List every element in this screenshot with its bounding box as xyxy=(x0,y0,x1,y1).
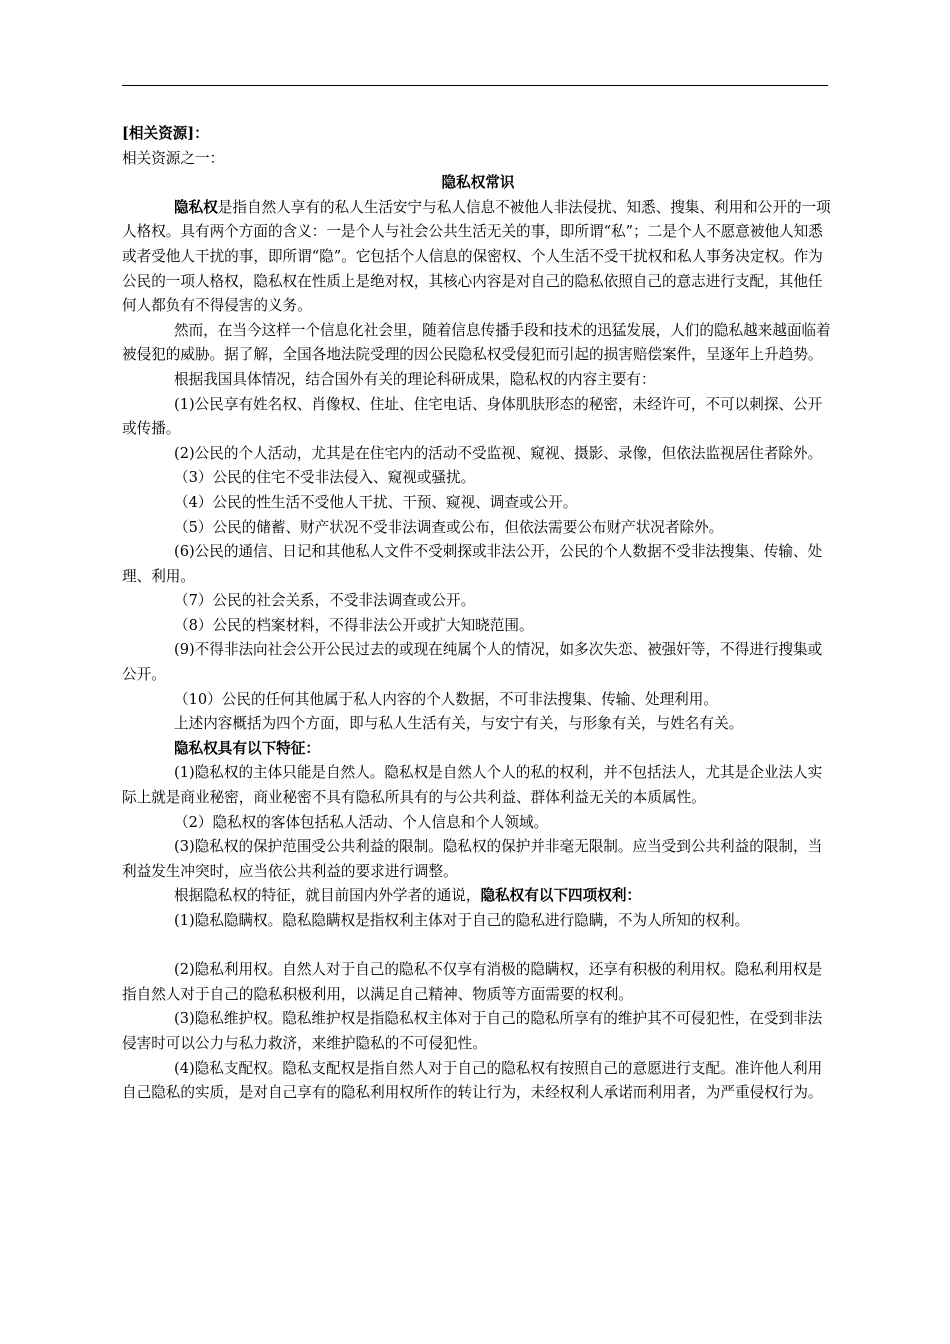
paragraph-content-intro: 根据我国具体情况，结合国外有关的理论科研成果，隐私权的内容主要有： xyxy=(174,370,656,388)
resource-label: [相关资源]： xyxy=(122,125,209,142)
article-title: 隐私权常识 xyxy=(441,174,515,192)
document-body xyxy=(122,122,834,1106)
features-heading: 隐私权具有以下特征： xyxy=(174,739,320,757)
content-item: （10）公民的任何其他属于私人内容的个人数据，不可非法搜集、传输、处理利用。 xyxy=(174,690,718,708)
right-item: (1)隐私隐瞒权。隐私隐瞒权是指权利主体对于自己的隐私进行隐瞒，不为人所知的权利。 xyxy=(174,912,750,929)
content-item: (9)不得非法向社会公开公民过去的或现在纯属个人的情况，如多次失恋、被强奸等，不得进行搜集或公开。 xyxy=(122,641,823,684)
content-item: （7）公民的社会关系，不受非法调查或公开。 xyxy=(174,592,476,610)
blank-line xyxy=(122,934,834,959)
rights-intro: 根据隐私权的特征，就目前国内外学者的通说，隐私权有以下四项权利： xyxy=(174,887,642,905)
content-item: (1)公民享有姓名权、肖像权、住址、住宅电话、身体肌肤形态的秘密，未经许可，不可以刺探、公开或传播。 xyxy=(122,395,823,438)
right-item: (3)隐私维护权。隐私维护权是指隐私权主体对于自己的隐私所享有的维护其不可侵犯性，在受到非法侵害时可以公力与私力救济，来维护隐私的不可侵犯性。 xyxy=(122,1010,823,1052)
right-item: (2)隐私利用权。自然人对于自己的隐私不仅享有消极的隐瞒权，还享有积极的利用权。隐私利用权是指自然人对于自己的隐私积极利用，以满足自己精神、物质等方面需要的权利。 xyxy=(122,961,823,1003)
paragraph-definition: 隐私权是指自然人享有的私人生活安宁与私人信息不被他人非法侵扰、知悉、搜集、利用和公开的一项人格权。具有两个方面的含义：一是个人与社会公共生活无关的事，即所谓“私”；二是个人不愿意被他人知悉或者受他人干扰的事，即所谓“隐”。它包括个人信息的保密权、个人生活不受干扰权和私人事务决定权。作为公民的一项人格权，隐私权在性质上是绝对权，其核心内容是对自己的隐私依照自己的意志进行支配，其他任何人都负有不得侵害的义务。 xyxy=(122,198,831,315)
term-privacy-right: 隐私权 xyxy=(174,198,218,216)
resource-sub: 相关资源之一： xyxy=(122,149,225,167)
content-item: (6)公民的通信、日记和其他私人文件不受刺探或非法公开，公民的个人数据不受非法搜集、传输、处理、利用。 xyxy=(122,543,823,585)
content-item: （8）公民的档案材料，不得非法公开或扩大知晓范围。 xyxy=(174,616,534,634)
paragraph-threat: 然而，在当今这样一个信息化社会里，随着信息传播手段和技术的迅猛发展，人们的隐私越来越面临着被侵犯的威胁。据了解，全国各地法院受理的因公民隐私权受侵犯而引起的损害赔偿案件，呈逐年上升趋势。 xyxy=(122,321,831,364)
content-item: （5）公民的储蓄、财产状况不受非法调查或公布，但依法需要公布财产状况者除外。 xyxy=(174,518,724,536)
content-item: （3）公民的住宅不受非法侵入、窥视或骚扰。 xyxy=(174,469,476,487)
content-item: (2)公民的个人活动，尤其是在住宅内的活动不受监视、窥视、摄影、录像，但依法监视居住者除外。 xyxy=(174,444,823,462)
paragraph-summary: 上述内容概括为四个方面，即与私人生活有关，与安宁有关，与形象有关，与姓名有关。 xyxy=(174,715,744,733)
header-rule xyxy=(122,85,828,86)
feature-item: (3)隐私权的保护范围受公共利益的限制。隐私权的保护并非毫无限制。应当受到公共利益的限制，当利益发生冲突时，应当依公共利益的要求进行调整。 xyxy=(122,838,823,880)
feature-item: (1)隐私权的主体只能是自然人。隐私权是自然人个人的私的权利，并不包括法人，尤其是企业法人实际上就是商业秘密，商业秘密不具有隐私所具有的与公共利益、群体利益无关的本质属性。 xyxy=(122,764,823,807)
right-item: (4)隐私支配权。隐私支配权是指自然人对于自己的隐私权有按照自己的意愿进行支配。准许他人利用自己隐私的实质，是对自己享有的隐私利用权所作的转让行为，未经权利人承诺而利用者，为严重侵权行为。 xyxy=(122,1059,823,1102)
content-item: （4）公民的性生活不受他人干扰、干预、窥视、调查或公开。 xyxy=(174,493,578,511)
feature-item: （2）隐私权的客体包括私人活动、个人信息和个人领域。 xyxy=(174,813,549,831)
